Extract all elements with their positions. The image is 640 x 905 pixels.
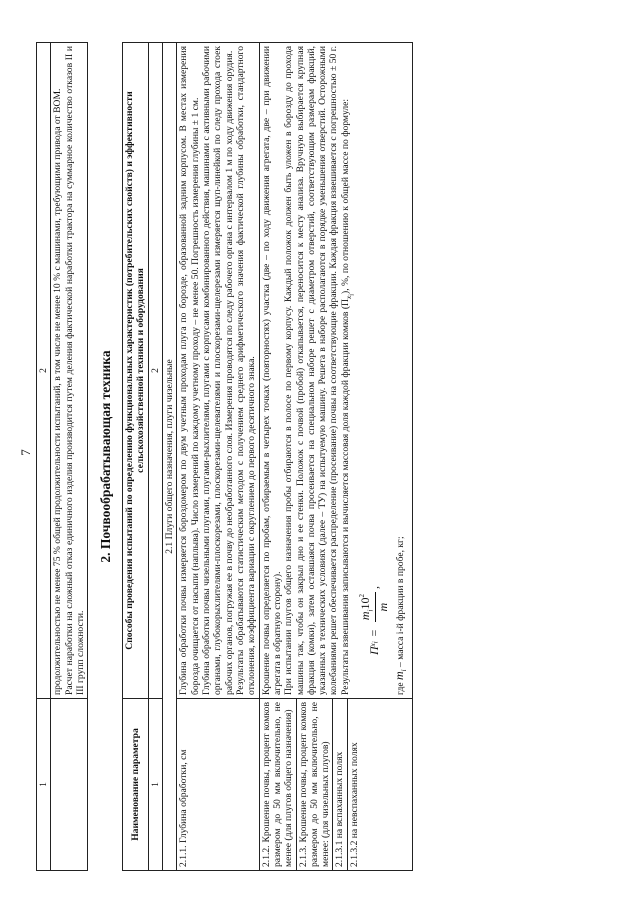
where-clause: где $m_i$ – масса i-й фракции в пробе, кг;: [392, 536, 409, 695]
param-2-1-1: 2.1.1. Глубина обработки, см: [177, 699, 259, 871]
param-2-1-3-2: 2.1.3.2 на невспаханных полях: [347, 699, 412, 871]
top-table-continued-row: [51, 43, 88, 871]
paragraph: Крошение почвы определяется по пробам, отбираемым в четырех точках (повторностях) участка (две – по ходу движения агрегата, две – при движении агрегата в обратную сторону).: [260, 46, 283, 695]
paragraph: Результаты обрабатываются статистическим методом с получением среднего арифметического значения фактической глубины обработки, стандартного отклонения, коэффициента вариации с округлением до первого десятичного знака.: [234, 46, 258, 695]
param-2-1-3: 2.1.3. Крошение почвы, процент комков размером до 50 мм включительно, не менее: (для чизельных плугов): [296, 699, 333, 871]
paragraph: Глубина обработки почвы измеряется бороздомером по двум учетным проходам плуга по борозде, образованной задним корпусом. В местах измерения борозда очищается от насыпи (наплыва). Число измерений по каждому учетному проходу – не менее 50. Погрешность измерения глубины ± 1 см.: [178, 46, 201, 695]
top-param-cell: [51, 699, 88, 871]
text-2-1-2: [259, 43, 412, 699]
header-col2-number: 2: [148, 43, 162, 699]
param-2-1-3-1: 2.1.3.1 на вспаханных полях: [333, 699, 347, 871]
top-col2-number: 2: [37, 43, 51, 699]
top-col1-number: 1: [37, 699, 51, 871]
fraction-formula: П $x_i$ = $m_i10^2$ m ,: [358, 586, 390, 655]
header-methods: Способы проведения испытаний по определению функциональных характеристик (потребительских свойств) и эффективности сельскохозяйственной техники и оборудования: [123, 43, 149, 699]
paragraph: Глубина обработки почвы чизельными плугами, плугами-рыхлителями, плугами с корпусами комбинированного действия, машинами с активными рабочими органами, глубокорыхлителями-плоскорезами, плоскорезами-щелевателями и плоскорезами-щелерезами измеряется щуп-линейкой по следу прохода стоек рабочих органов, погружая ее в почву до необработанного слоя. Измерения проводятся по следу рабочего органа с интервалом 1 м по ходу движения орудия.: [201, 46, 235, 695]
header-param-name: Наименование параметра: [123, 699, 149, 871]
subsection-title: 2.1 Плуги общего назначения, плуги чизельные: [163, 43, 177, 871]
paragraph: При испытании плугов общего назначения пробы отбираются в полосе по первому корпусу. Каждый положок должен быть уложен в борозду до прохода машины так, чтобы он закрыл дно и ее стенки. Положок с почвой (пробой) откапывается, переносится к месту анализа. Вручную выбирается крупная фракция (комки), затем оставшаяся почва просеивается на специальном наборе решет с диаметром отверстий, соответствующим размерам фракций, указанных в технических условиях (далее – ТУ) на испытуемую машину. Решета в наборе располагаются в порядке уменьшения отверстий. Осторожными колебаниями решет обеспечивается распределение (просеивание) почвы на соответствующие фракции. Каждая фракция взвешивается с погрешностью ± 50 г. Результаты взвешивания записываются и вычисляется массовая доля каждой фракции комков $(П_{x_i})$, %, по отношению к общей массе по формуле:: [283, 46, 356, 695]
row-2-1-1: [177, 43, 259, 871]
header-row: [123, 43, 149, 871]
param-2-1-2: 2.1.2. Крошение почвы, процент комков размером до 50 мм включительно, не менее (для плугов общего назначения): [259, 699, 296, 871]
subsection-row: [163, 43, 177, 871]
continued-paragraph-2: Расчет наработки на сложный отказ единичного изделия производится путем деления фактической наработки трактора на суммарное количество отказов II и III групп сложности.: [63, 46, 86, 695]
document-table: [36, 42, 413, 871]
text-2-1-1: [177, 43, 259, 699]
row-2-1-2: [259, 43, 296, 871]
top-text-cell: [51, 43, 88, 699]
continued-paragraph-1: продолжительностью не менее 75 % общей продолжительности испытаний, в том числе не менее 10 % с машинами, требующими привода от ВОМ.: [52, 88, 64, 695]
section-title: 2. Почвообрабатывающая техника: [88, 43, 123, 871]
header-number-row: [148, 43, 162, 871]
page-number: 7: [18, 449, 33, 456]
header-col1-number: 1: [148, 699, 162, 871]
top-table-header-row: [37, 43, 51, 871]
section-title-row: [88, 43, 123, 871]
